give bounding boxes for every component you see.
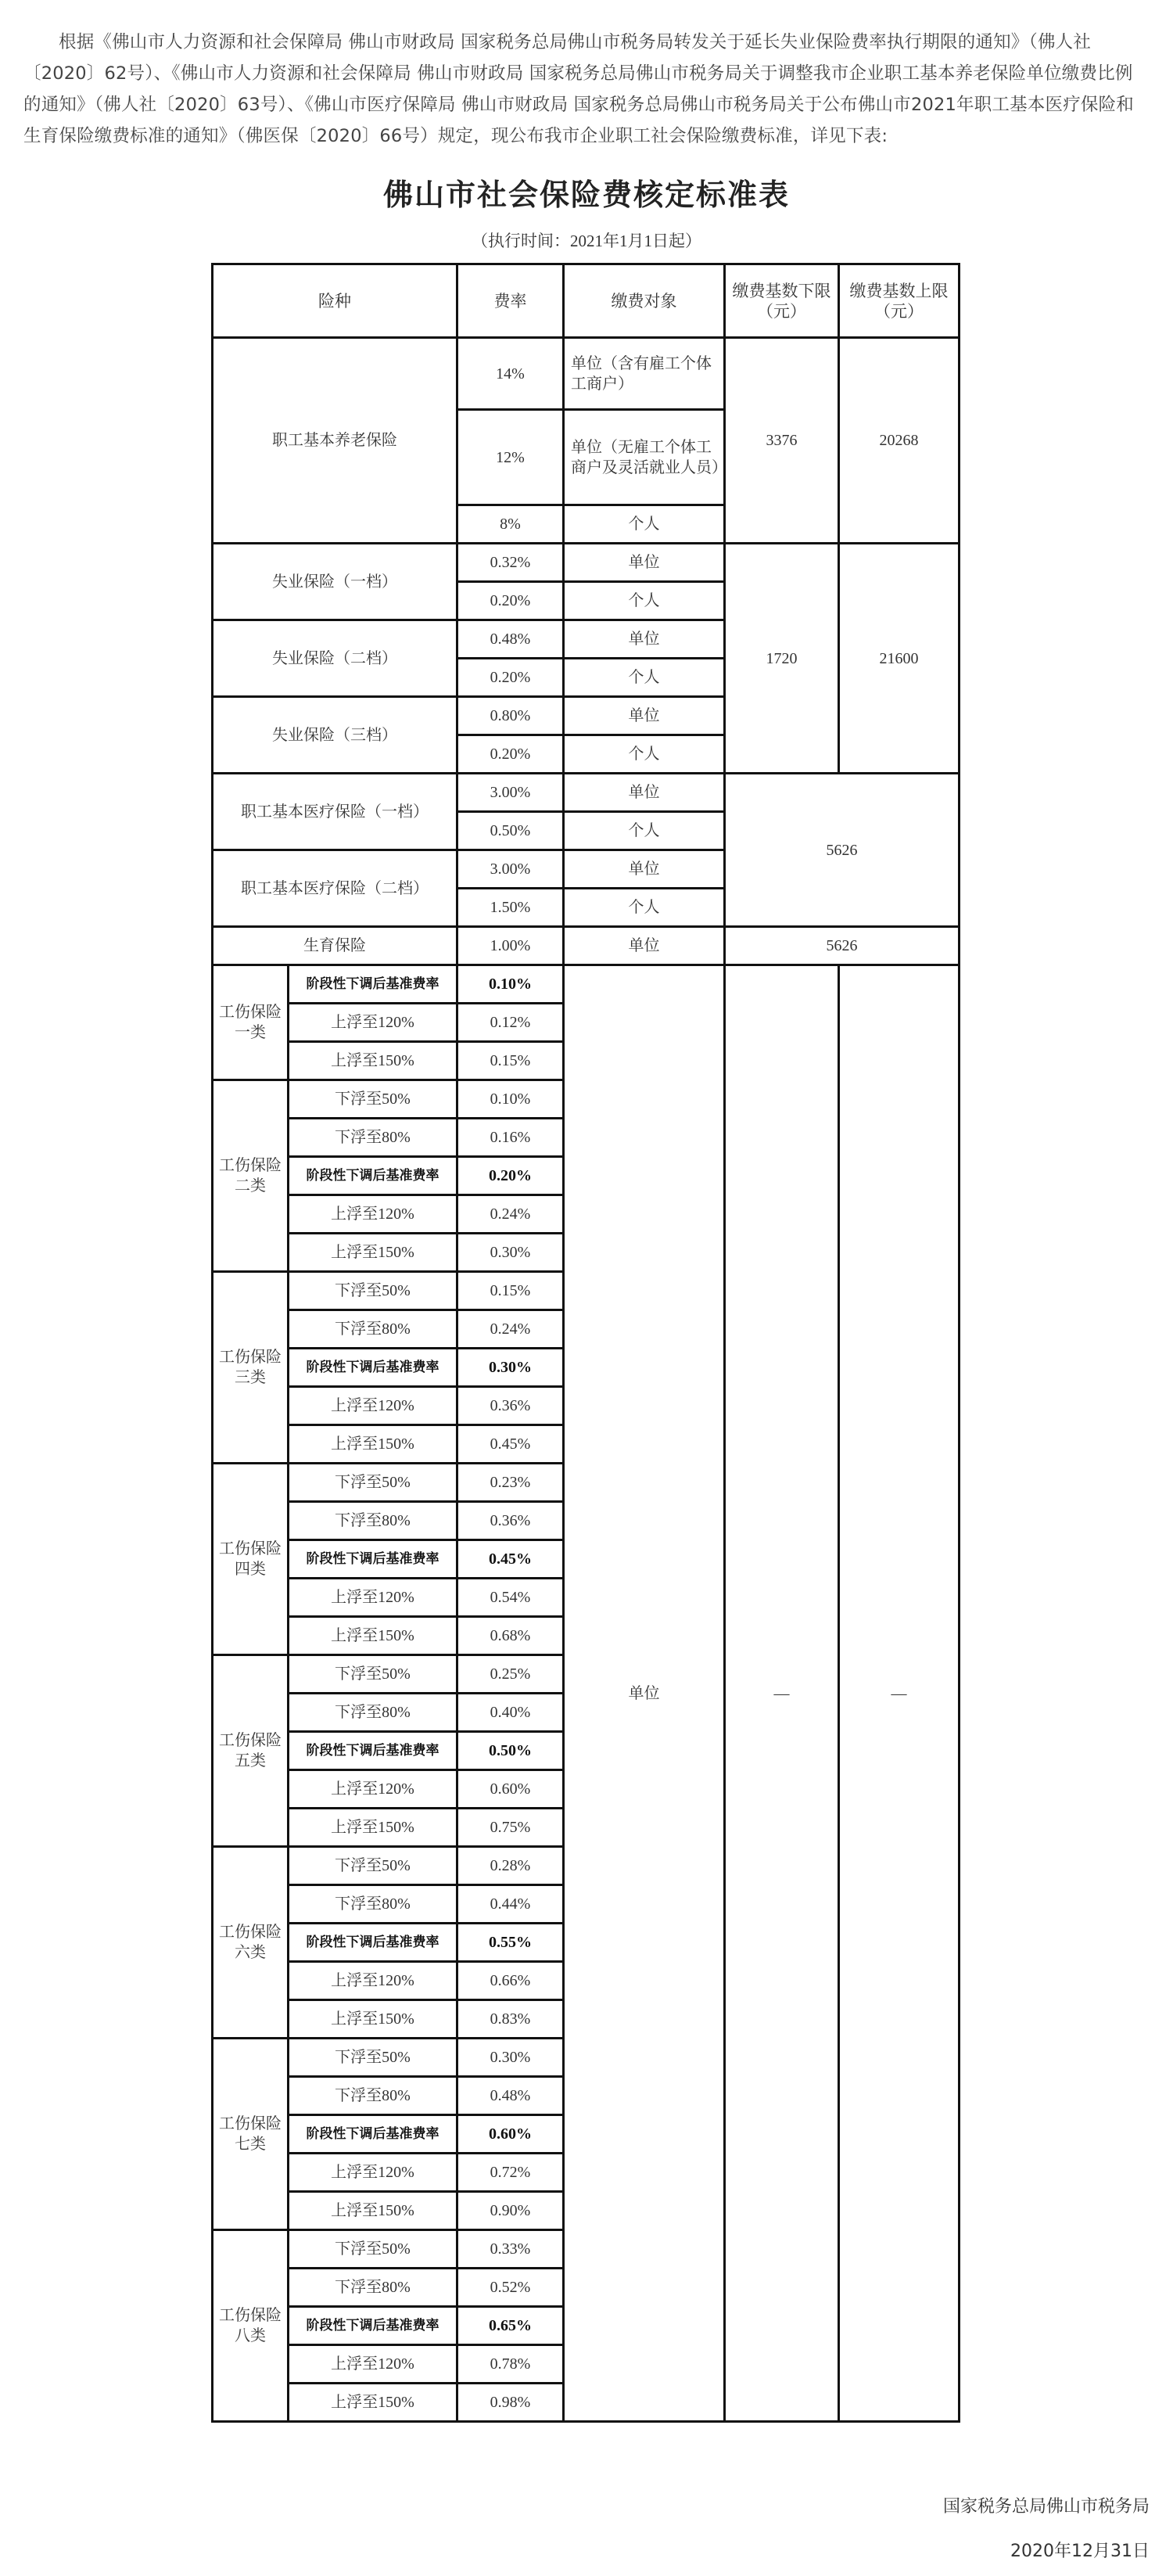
rate-cell: 0.90% (457, 2192, 564, 2230)
rate-cell: 0.50% (457, 812, 564, 850)
rate-cell: 0.48% (457, 2077, 564, 2115)
payer-cell: 个人 (564, 659, 725, 697)
payer-cell: 单位（含有雇工个体工商户） (564, 338, 725, 410)
float-label: 下浮至80% (289, 1310, 457, 1349)
float-label: 上浮至150% (289, 1809, 457, 1847)
rate-cell: 0.78% (457, 2345, 564, 2384)
payer-cell: 单位 (564, 620, 725, 659)
medical-name: 职工基本医疗保险（一档） (213, 774, 457, 850)
float-label: 上浮至120% (289, 1579, 457, 1617)
rate-cell: 0.33% (457, 2230, 564, 2269)
effective-date: （执行时间：2021年1月1日起） (472, 232, 701, 250)
medical-name: 职工基本医疗保险（二档） (213, 850, 457, 927)
rate-cell: 0.66% (457, 1962, 564, 2000)
payer-cell: 个人 (564, 735, 725, 774)
page-title: 佛山市社会保险费核定标准表 (382, 179, 790, 212)
base-rate-label: 阶段性下调后基准费率 (289, 2115, 457, 2154)
injury-class-name: 工伤保险五类 (213, 1655, 289, 1847)
rate-cell: 0.44% (457, 1885, 564, 1924)
rate-cell: 0.12% (457, 1004, 564, 1042)
rate-cell: 0.16% (457, 1119, 564, 1157)
float-label: 下浮至50% (289, 1655, 457, 1694)
float-label: 上浮至120% (289, 1387, 457, 1425)
rate-cell: 0.30% (457, 1349, 564, 1387)
injury-payer: 单位 (564, 965, 725, 2422)
payer-cell: 个人 (564, 812, 725, 850)
base-rate-label: 阶段性下调后基准费率 (289, 965, 457, 1004)
header-lower: 缴费基数下限（元） (725, 264, 839, 338)
header-row (213, 264, 960, 338)
rate-cell: 0.36% (457, 1387, 564, 1425)
rate-cell: 1.00% (457, 927, 564, 965)
header-upper: 缴费基数上限（元） (839, 264, 960, 338)
rate-cell: 0.55% (457, 1924, 564, 1962)
rate-cell: 0.20% (457, 735, 564, 774)
float-label: 下浮至50% (289, 1080, 457, 1119)
pension-upper: 20268 (839, 338, 960, 544)
issuer-org: 国家税务总局佛山市税务局 (942, 2497, 1150, 2517)
unemployment-name: 失业保险（三档） (213, 697, 457, 774)
injury-class-name: 工伤保险七类 (213, 2039, 289, 2230)
float-label: 上浮至150% (289, 2384, 457, 2422)
rate-cell: 0.32% (457, 544, 564, 582)
float-label: 上浮至120% (289, 2154, 457, 2192)
unemployment-row (213, 544, 960, 582)
float-label: 下浮至80% (289, 1502, 457, 1540)
medical-row (213, 774, 960, 812)
base-rate-label: 阶段性下调后基准费率 (289, 1732, 457, 1770)
injury-class-name: 工伤保险八类 (213, 2230, 289, 2422)
rate-cell: 0.15% (457, 1272, 564, 1310)
pension-name: 职工基本养老保险 (213, 338, 457, 544)
rate-cell: 0.30% (457, 2039, 564, 2077)
rate-cell: 0.40% (457, 1694, 564, 1732)
rate-cell: 0.30% (457, 1234, 564, 1272)
maternity-name: 生育保险 (213, 927, 457, 965)
unemployment-name: 失业保险（二档） (213, 620, 457, 697)
float-label: 下浮至80% (289, 1119, 457, 1157)
float-label: 上浮至120% (289, 1195, 457, 1234)
unemployment-lower: 1720 (725, 544, 839, 774)
rate-cell: 0.75% (457, 1809, 564, 1847)
rate-cell: 0.10% (457, 1080, 564, 1119)
rate-cell: 0.60% (457, 1770, 564, 1809)
payer-cell: 个人 (564, 582, 725, 620)
injury-class-name: 工伤保险六类 (213, 1847, 289, 2039)
rate-cell: 0.36% (457, 1502, 564, 1540)
payer-cell: 个人 (564, 889, 725, 927)
rate-cell: 0.28% (457, 1847, 564, 1885)
base-rate-label: 阶段性下调后基准费率 (289, 1924, 457, 1962)
payer-cell: 个人 (564, 505, 725, 544)
payer-cell: 单位 (564, 774, 725, 812)
injury-upper: — (839, 965, 960, 2422)
rate-cell: 0.83% (457, 2000, 564, 2039)
float-label: 上浮至150% (289, 1042, 457, 1080)
float-label: 上浮至150% (289, 1234, 457, 1272)
rate-cell: 0.65% (457, 2307, 564, 2345)
maternity-row (213, 927, 960, 965)
maternity-base: 5626 (725, 927, 960, 965)
rate-cell: 0.72% (457, 2154, 564, 2192)
float-label: 上浮至150% (289, 1617, 457, 1655)
injury-class-name: 工伤保险二类 (213, 1080, 289, 1272)
float-label: 上浮至150% (289, 2192, 457, 2230)
rate-cell: 0.25% (457, 1655, 564, 1694)
float-label: 下浮至50% (289, 2230, 457, 2269)
float-label: 下浮至50% (289, 1272, 457, 1310)
float-label: 上浮至120% (289, 1004, 457, 1042)
rate-cell: 0.15% (457, 1042, 564, 1080)
rate-cell: 0.45% (457, 1540, 564, 1579)
unemployment-upper: 21600 (839, 544, 960, 774)
rate-cell: 0.24% (457, 1310, 564, 1349)
rate-cell: 0.48% (457, 620, 564, 659)
header-payer: 缴费对象 (564, 264, 725, 338)
payer-cell: 单位 (564, 697, 725, 735)
rate-cell: 0.24% (457, 1195, 564, 1234)
rate-cell: 0.52% (457, 2269, 564, 2307)
injury-class-name: 工伤保险一类 (213, 965, 289, 1080)
rate-cell: 1.50% (457, 889, 564, 927)
rate-cell: 0.80% (457, 697, 564, 735)
float-label: 上浮至120% (289, 1962, 457, 2000)
rate-cell: 0.54% (457, 1579, 564, 1617)
injury-class-name: 工伤保险四类 (213, 1464, 289, 1655)
payer-cell: 单位（无雇工个体工商户及灵活就业人员） (564, 410, 725, 505)
float-label: 上浮至150% (289, 2000, 457, 2039)
rate-cell: 3.00% (457, 850, 564, 889)
float-label: 上浮至150% (289, 1425, 457, 1464)
payer-cell: 单位 (564, 544, 725, 582)
pension-lower: 3376 (725, 338, 839, 544)
rate-cell: 0.98% (457, 2384, 564, 2422)
injury-row (213, 965, 960, 1004)
rate-cell: 0.50% (457, 1732, 564, 1770)
payer-cell: 单位 (564, 927, 725, 965)
base-rate-label: 阶段性下调后基准费率 (289, 1540, 457, 1579)
payer-cell: 单位 (564, 850, 725, 889)
float-label: 下浮至50% (289, 1464, 457, 1502)
rate-cell: 0.45% (457, 1425, 564, 1464)
insurance-standard-table (211, 263, 960, 2423)
header-type: 险种 (213, 264, 457, 338)
rate-cell: 14% (457, 338, 564, 410)
header-rate: 费率 (457, 264, 564, 338)
intro-paragraph: 根据《佛山市人力资源和社会保障局 佛山市财政局 国家税务总局佛山市税务局转发关于延长失业保险费率执行期限的通知》（佛人社〔2020〕62号）、《佛山市人力资源和社会保障局 佛山市财政局 国家税务总局佛山市税务局关于调整我市企业职工基本养老保险单位缴费比例的通知》（佛人社〔2020〕63号）、《佛山市医疗保障局 佛山市财政局 国家税务总局佛山市税务局关于公布佛山市2021年职工基本医疗保险和生育保险缴费标准的通知》（佛医保〔2020〕66号）规定，现公布我市企业职工社会保险缴费标准，详见下表: (23, 32, 1135, 146)
rate-cell: 0.10% (457, 965, 564, 1004)
rate-cell: 12% (457, 410, 564, 505)
medical-base: 5626 (725, 774, 960, 927)
rate-cell: 0.20% (457, 582, 564, 620)
injury-lower: — (725, 965, 839, 2422)
float-label: 下浮至50% (289, 1847, 457, 1885)
rate-cell: 0.23% (457, 1464, 564, 1502)
float-label: 下浮至80% (289, 2269, 457, 2307)
base-rate-label: 阶段性下调后基准费率 (289, 1157, 457, 1195)
pension-row (213, 338, 960, 410)
rate-cell: 0.68% (457, 1617, 564, 1655)
issue-date: 2020年12月31日 (1010, 2542, 1150, 2561)
rate-cell: 0.20% (457, 659, 564, 697)
float-label: 下浮至50% (289, 2039, 457, 2077)
injury-class-name: 工伤保险三类 (213, 1272, 289, 1464)
base-rate-label: 阶段性下调后基准费率 (289, 1349, 457, 1387)
base-rate-label: 阶段性下调后基准费率 (289, 2307, 457, 2345)
float-label: 上浮至120% (289, 1770, 457, 1809)
float-label: 下浮至80% (289, 1694, 457, 1732)
float-label: 下浮至80% (289, 2077, 457, 2115)
float-label: 上浮至120% (289, 2345, 457, 2384)
rate-cell: 8% (457, 505, 564, 544)
rate-cell: 0.60% (457, 2115, 564, 2154)
rate-cell: 3.00% (457, 774, 564, 812)
rate-cell: 0.20% (457, 1157, 564, 1195)
unemployment-name: 失业保险（一档） (213, 544, 457, 620)
float-label: 下浮至80% (289, 1885, 457, 1924)
